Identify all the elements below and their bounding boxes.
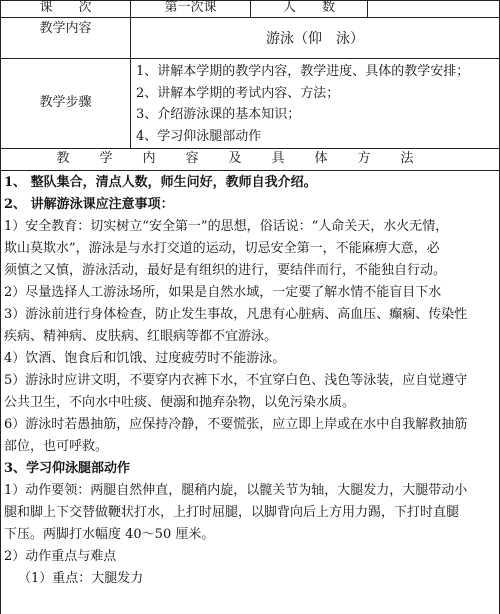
content-label: 教学内容 (39, 21, 92, 36)
body-line: 2）尽量选择人工游泳场所，如果是自然水域，一定要了解水情不能盲目下水 (4, 285, 442, 300)
body-line: 2）动作重点与难点 (4, 549, 117, 564)
body-line: 须慎之又慎，游泳活动，最好是有组织的进行，要结伴而行，不能独自行动。 (4, 263, 447, 278)
body-line: 下压。两脚打水幅度 40～50 厘米。 (4, 527, 215, 542)
people-label: 人 数 (282, 0, 335, 15)
step-item: 4、学习仰泳腿部动作 (136, 128, 262, 144)
row-divider-4 (0, 170, 500, 171)
col-divider-label (130, 0, 131, 148)
body-line: （1）重点：大腿发力 (18, 571, 144, 586)
body-line: 欺山莫欺水”，游泳是与水打交道的运动，切忌安全第一，不能麻痹大意，必 (4, 241, 440, 256)
body-line: 公共卫生，不向水中吐痰、便溺和抛弃杂物，以免污染水质。 (4, 395, 356, 410)
body-line: 腿和脚上下交替做鞭状打水，上打时屈腿，以脚背向后上方用力踢，下打时直腿 (4, 505, 460, 520)
step-item: 2、讲解本学期的考试内容、方法； (136, 85, 340, 101)
body-line: 疾病、精神病、皮肤病、红眼病等都不宜游泳。 (4, 329, 278, 344)
table-left-border (0, 0, 1, 614)
body-line: 5）游泳时应讲文明，不要穿内衣裤下水，不宜穿白色、浅色等泳装，应自觉遵守 (4, 373, 468, 388)
section-heading: 2、 讲解游泳课应注意事项： (4, 197, 174, 212)
section-heading: 3、学习仰泳腿部动作 (4, 461, 131, 476)
body-line: 4）饮酒、饱食后和饥饿、过度疲劳时不能游泳。 (4, 351, 286, 366)
col-divider-people (367, 0, 368, 18)
steps-list (136, 61, 496, 147)
lesson-body (4, 172, 496, 590)
content-value: 游泳（仰 泳） (266, 31, 364, 47)
course-label: 课 次 (39, 0, 92, 15)
body-line: 6）游泳时若愚抽筋，应保持冷静，不要慌张，应立即上岸或在水中自我解救抽筋 (4, 417, 468, 432)
methods-header: 教学内容及具体方法 (56, 151, 444, 166)
body-line: 1）动作要领：两腿自然伸直，腿稍内旋，以髋关节为轴，大腿发力，大腿带动小 (4, 483, 468, 498)
body-line: 1）安全教育：切实树立“安全第一”的思想，俗话说：“人命关天，水火无情， (4, 219, 449, 234)
course-value: 第一次课 (164, 0, 217, 15)
step-item: 1、讲解本学期的教学内容，教学进度、具体的教学安排； (136, 64, 470, 79)
body-line: 3）游泳前进行身体检查，防止发生事故，凡患有心脏病、高血压、癫痫、传染性 (4, 307, 468, 322)
body-line: 部位，也可呼救。 (4, 439, 109, 454)
section-heading: 1、 整队集合，清点人数，师生问好，教师自我介绍。 (4, 175, 317, 190)
step-item: 3、介绍游泳课的基本知识； (136, 107, 301, 122)
row-divider-2 (0, 58, 500, 59)
steps-label: 教学步骤 (39, 95, 92, 110)
